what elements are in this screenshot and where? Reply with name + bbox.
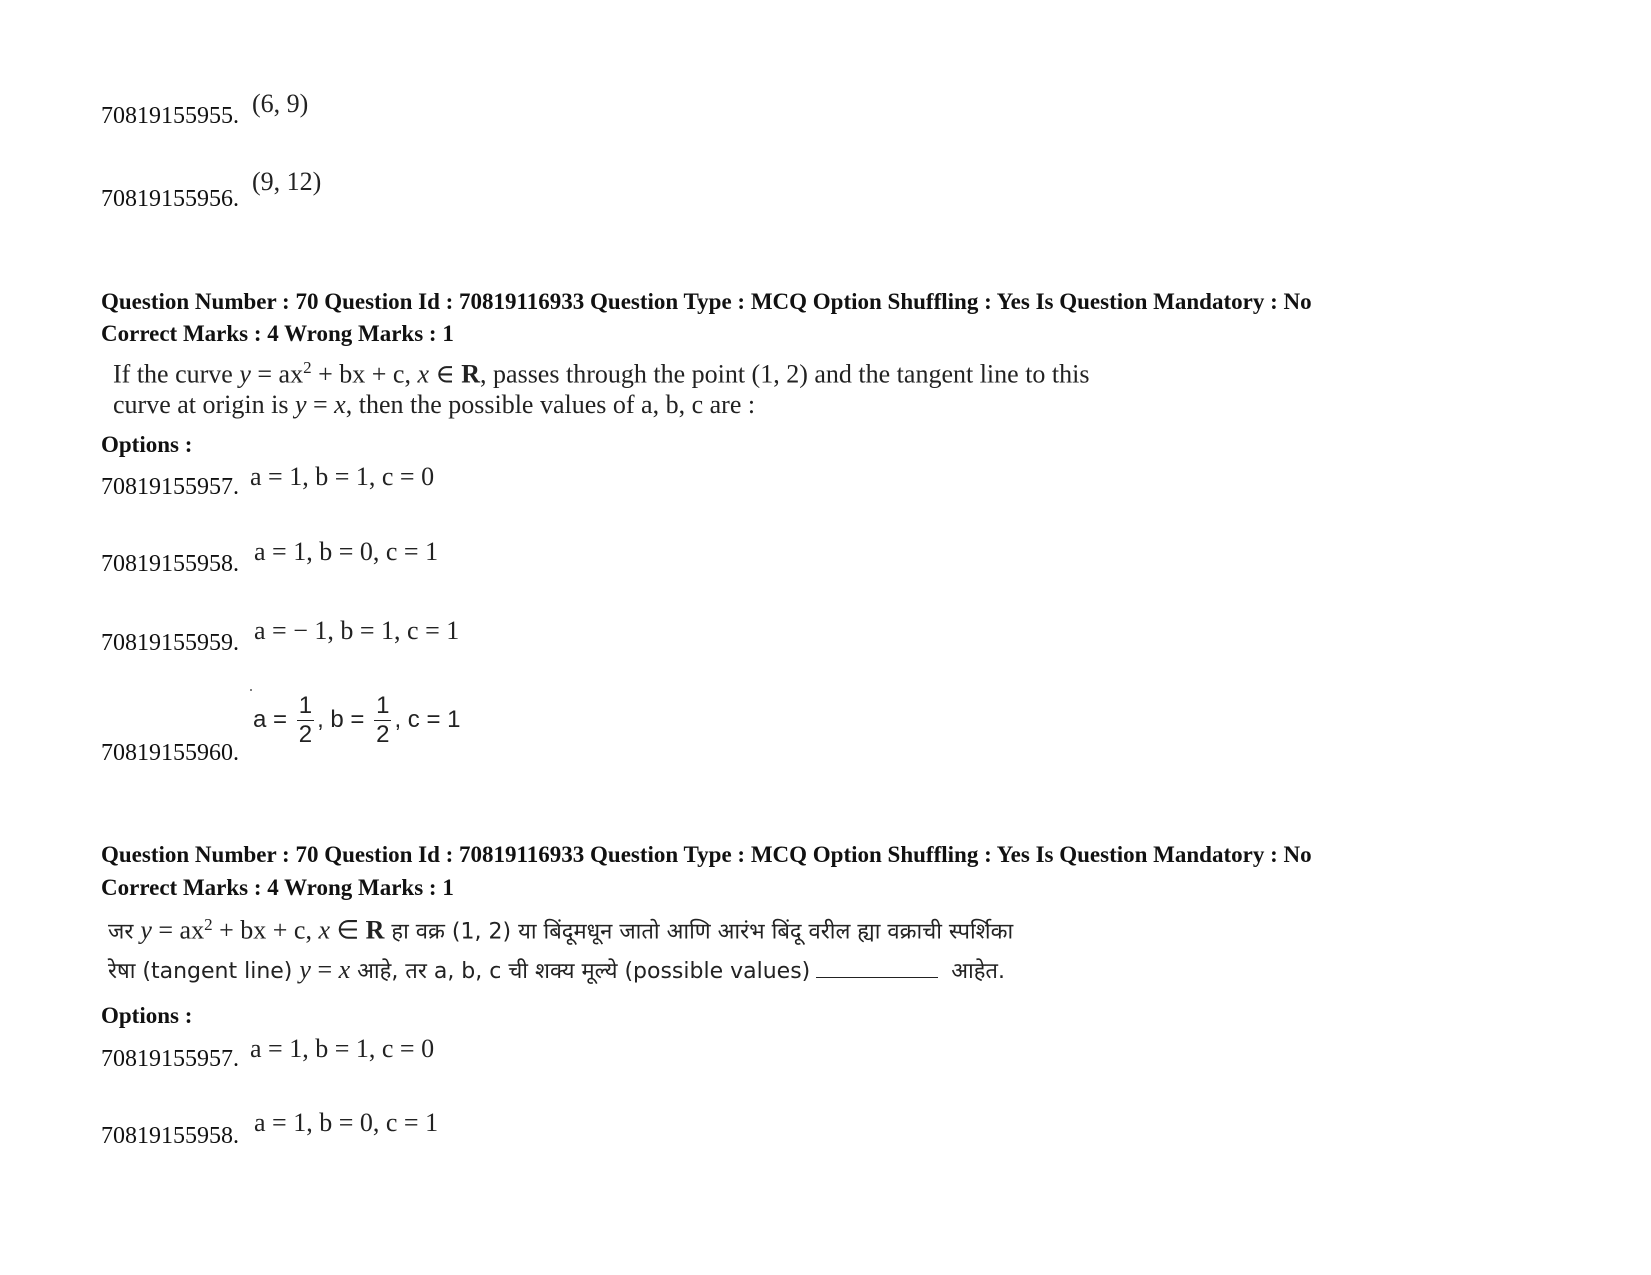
option-value: a = 1, b = 1, c = 0: [250, 462, 435, 491]
option-value: a = − 1, b = 1, c = 1: [254, 616, 460, 645]
option-id: 70819155955.: [101, 103, 239, 129]
marks-line: Correct Marks : 4 Wrong Marks : 1: [101, 321, 454, 346]
marks-line: Correct Marks : 4 Wrong Marks : 1: [101, 875, 454, 900]
fraction: $\frac{1}{2}$: [376, 692, 390, 748]
question-text-line1: If the curve $y = ax^2$ + bx + c, x ∈ R, passes through the point (1, 2) and the tangent line to this: [113, 358, 1090, 389]
stray-dot: [250, 689, 252, 691]
option-id: 70819155960.: [101, 740, 239, 766]
option-id: 70819155958.: [101, 1123, 239, 1149]
fraction: $\frac{1}{2}$: [298, 692, 313, 748]
option-value: (9, 12): [252, 167, 322, 196]
question-header: Question Number : 70 Question Id : 70819116933 Question Type : MCQ Option Shuffling : Yes Is Question Mandatory : No: [101, 289, 1312, 314]
option-id: 70819155958.: [101, 551, 239, 577]
option-id: 70819155957.: [101, 1046, 239, 1072]
option-id: 70819155957.: [101, 474, 239, 500]
option-value: (6, 9): [252, 89, 309, 118]
option-value-fraction: a = $\frac{1}{2}$ , b = $\frac{1}{2}$ , c = 1: [253, 692, 461, 748]
options-label: Options :: [101, 432, 193, 457]
answer-blank: [816, 977, 938, 978]
option-value: a = 1, b = 0, c = 1: [254, 537, 439, 566]
question-text-line2: curve at origin is y = x, then the possible values of a, b, c are :: [113, 390, 756, 419]
question-header: Question Number : 70 Question Id : 70819116933 Question Type : MCQ Option Shuffling : Yes Is Question Mandatory : No: [101, 842, 1312, 867]
option-id: 70819155956.: [101, 186, 239, 212]
option-value: a = 1, b = 1, c = 0: [250, 1034, 435, 1063]
options-label: Options :: [101, 1003, 193, 1028]
question-text-line2: रेषा (tangent line) y = x आहे, तर a, b, c ची शक्य मूल्ये (possible values) आहेत.: [108, 955, 1005, 984]
option-id: 70819155959.: [101, 630, 239, 656]
question-text-line1: जर $y = ax^2$ + bx + c, x ∈ R हा वक्र (1, 2) या बिंदूमधून जातो आणि आरंभ बिंदू वरील ह्या वक्राची स्पर्शिका: [108, 915, 1014, 945]
option-value: a = 1, b = 0, c = 1: [254, 1108, 439, 1137]
